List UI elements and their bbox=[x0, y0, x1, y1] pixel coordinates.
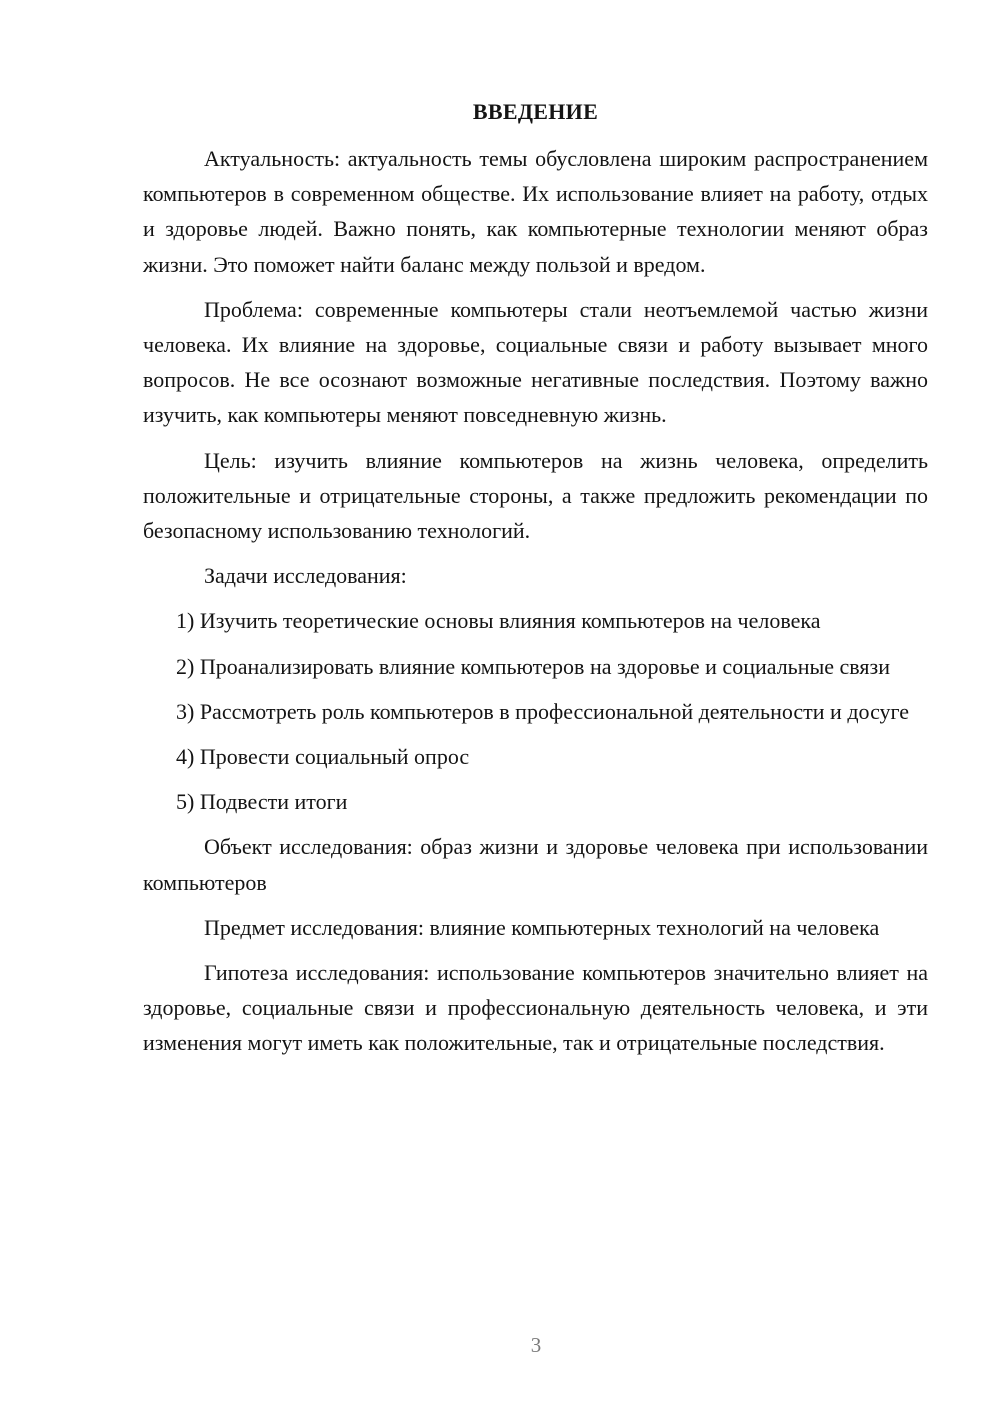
hypothesis-paragraph: Гипотеза исследования: использование компьютеров значительно влияет на здоровье, социальные связи и профессиональную деятельность человека, и эти изменения могут иметь как положительные, так и отрицательные последствия. bbox=[143, 960, 928, 1056]
goal-paragraph: Цель: изучить влияние компьютеров на жизнь человека, определить положительные и отрицательные стороны, а также предложить рекомендации по безопасному использованию технологий. bbox=[143, 447, 928, 544]
task-item-5: 5) Подвести итоги bbox=[176, 789, 348, 815]
task-item-2: 2) Проанализировать влияние компьютеров на здоровье и социальные связи bbox=[176, 653, 890, 679]
object-paragraph: Объект исследования: образ жизни и здоровье человека при использовании компьютеров bbox=[143, 834, 928, 895]
task-item-4: 4) Провести социальный опрос bbox=[176, 744, 470, 770]
subject-paragraph: Предмет исследования: влияние компьютерных технологий на человека bbox=[204, 914, 880, 940]
task-item-3: 3) Рассмотреть роль компьютеров в профессиональной деятельности и досуге bbox=[176, 698, 910, 724]
page-number: 3 bbox=[530, 1333, 542, 1357]
page-content bbox=[143, 94, 928, 1071]
section-title: ВВЕДЕНИЕ bbox=[472, 99, 599, 124]
relevance-paragraph: Актуальность: актуальность темы обусловлена широким распространением компьютеров в современном обществе. Их использование влияет на работу, отдых и здоровье людей. Важно понять, как компьютерные технологии меняют образ жизни. Это поможет найти баланс между пользой и вредом. bbox=[143, 146, 928, 277]
problem-paragraph: Проблема: современные компьютеры стали неотъемлемой частью жизни человека. Их влияние на здоровье, социальные связи и работу вызывает много вопросов. Не все осознают возможные негативные последствия. Поэтому важно изучить, как компьютеры меняют повседневную жизнь. bbox=[143, 296, 928, 428]
task-item-1: 1) Изучить теоретические основы влияния компьютеров на человека bbox=[176, 608, 821, 634]
tasks-heading: Задачи исследования: bbox=[204, 563, 407, 589]
